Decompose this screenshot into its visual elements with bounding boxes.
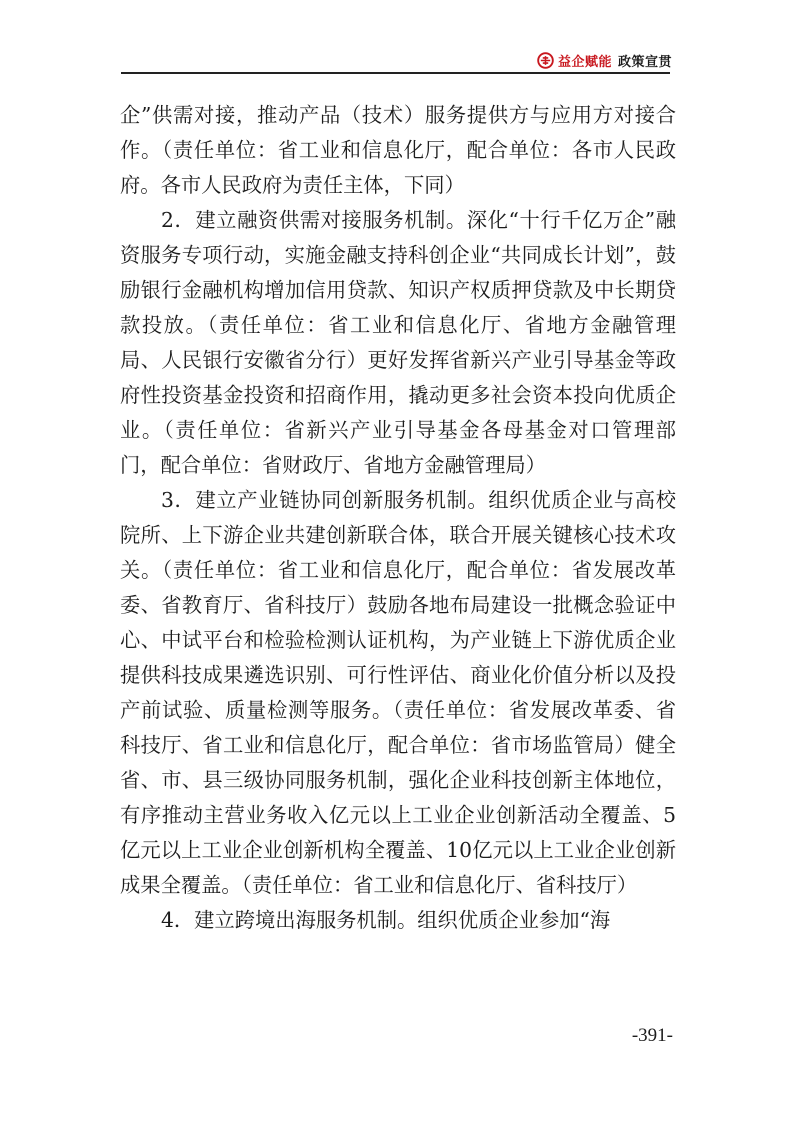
brand-subtitle: 政策宣贯 xyxy=(617,55,672,70)
header-brand xyxy=(537,51,672,70)
paragraph-cross-border: 4．建立跨境出海服务机制。组织优质企业参加“海 xyxy=(161,908,611,932)
document-body xyxy=(120,98,676,938)
paragraph-industry-chain: 3．建立产业链协同创新服务机制。组织优质企业与高校院所、上下游企业共建创新联合体，联合开展关键核心技术攻关。（责任单位：省工业和信息化厅，配合单位：省发展改革委、省教育厅、省科技厅）鼓励各地布局建设一批概念验证中心、中试平台和检验检测认证机构，为产业链上下游优质企业提供科技成果遴选识别、可行性评估、商业化价值分析以及投产前试验、质量检测等服务。（责任单位：省发展改革委、省科技厅、省工业和信息化厅，配合单位：省市场监管局）健全省、市、县三级协同服务机制，强化企业科技创新主体地位，有序推动主营业务收入亿元以上工业企业创新活动全覆盖、5亿元以上工业企业创新机构全覆盖、10亿元以上工业企业创新成果全覆盖。（责任单位：省工业和信息化厅、省科技厅） xyxy=(120,488,676,897)
page-number: -391- xyxy=(631,1025,673,1046)
circle-logo-icon xyxy=(537,52,554,69)
header-divider xyxy=(121,72,670,74)
paragraph-continued: 企”供需对接，推动产品（技术）服务提供方与应用方对接合作。（责任单位：省工业和信息化厅，配合单位：各市人民政府。各市人民政府为责任主体，下同） xyxy=(120,103,676,197)
paragraph-financing: 2．建立融资供需对接服务机制。深化“十行千亿万企”融资服务专项行动，实施金融支持科创企业“共同成长计划”，鼓励银行金融机构增加信用贷款、知识产权质押贷款及中长期贷款投放。（责任单位：省工业和信息化厅、省地方金融管理局、人民银行安徽省分行）更好发挥省新兴产业引导基金等政府性投资基金投资和招商作用，撬动更多社会资本投向优质企业。（责任单位：省新兴产业引导基金各母基金对口管理部门，配合单位：省财政厅、省地方金融管理局） xyxy=(120,208,676,477)
brand-name: 益企赋能 xyxy=(557,55,612,70)
